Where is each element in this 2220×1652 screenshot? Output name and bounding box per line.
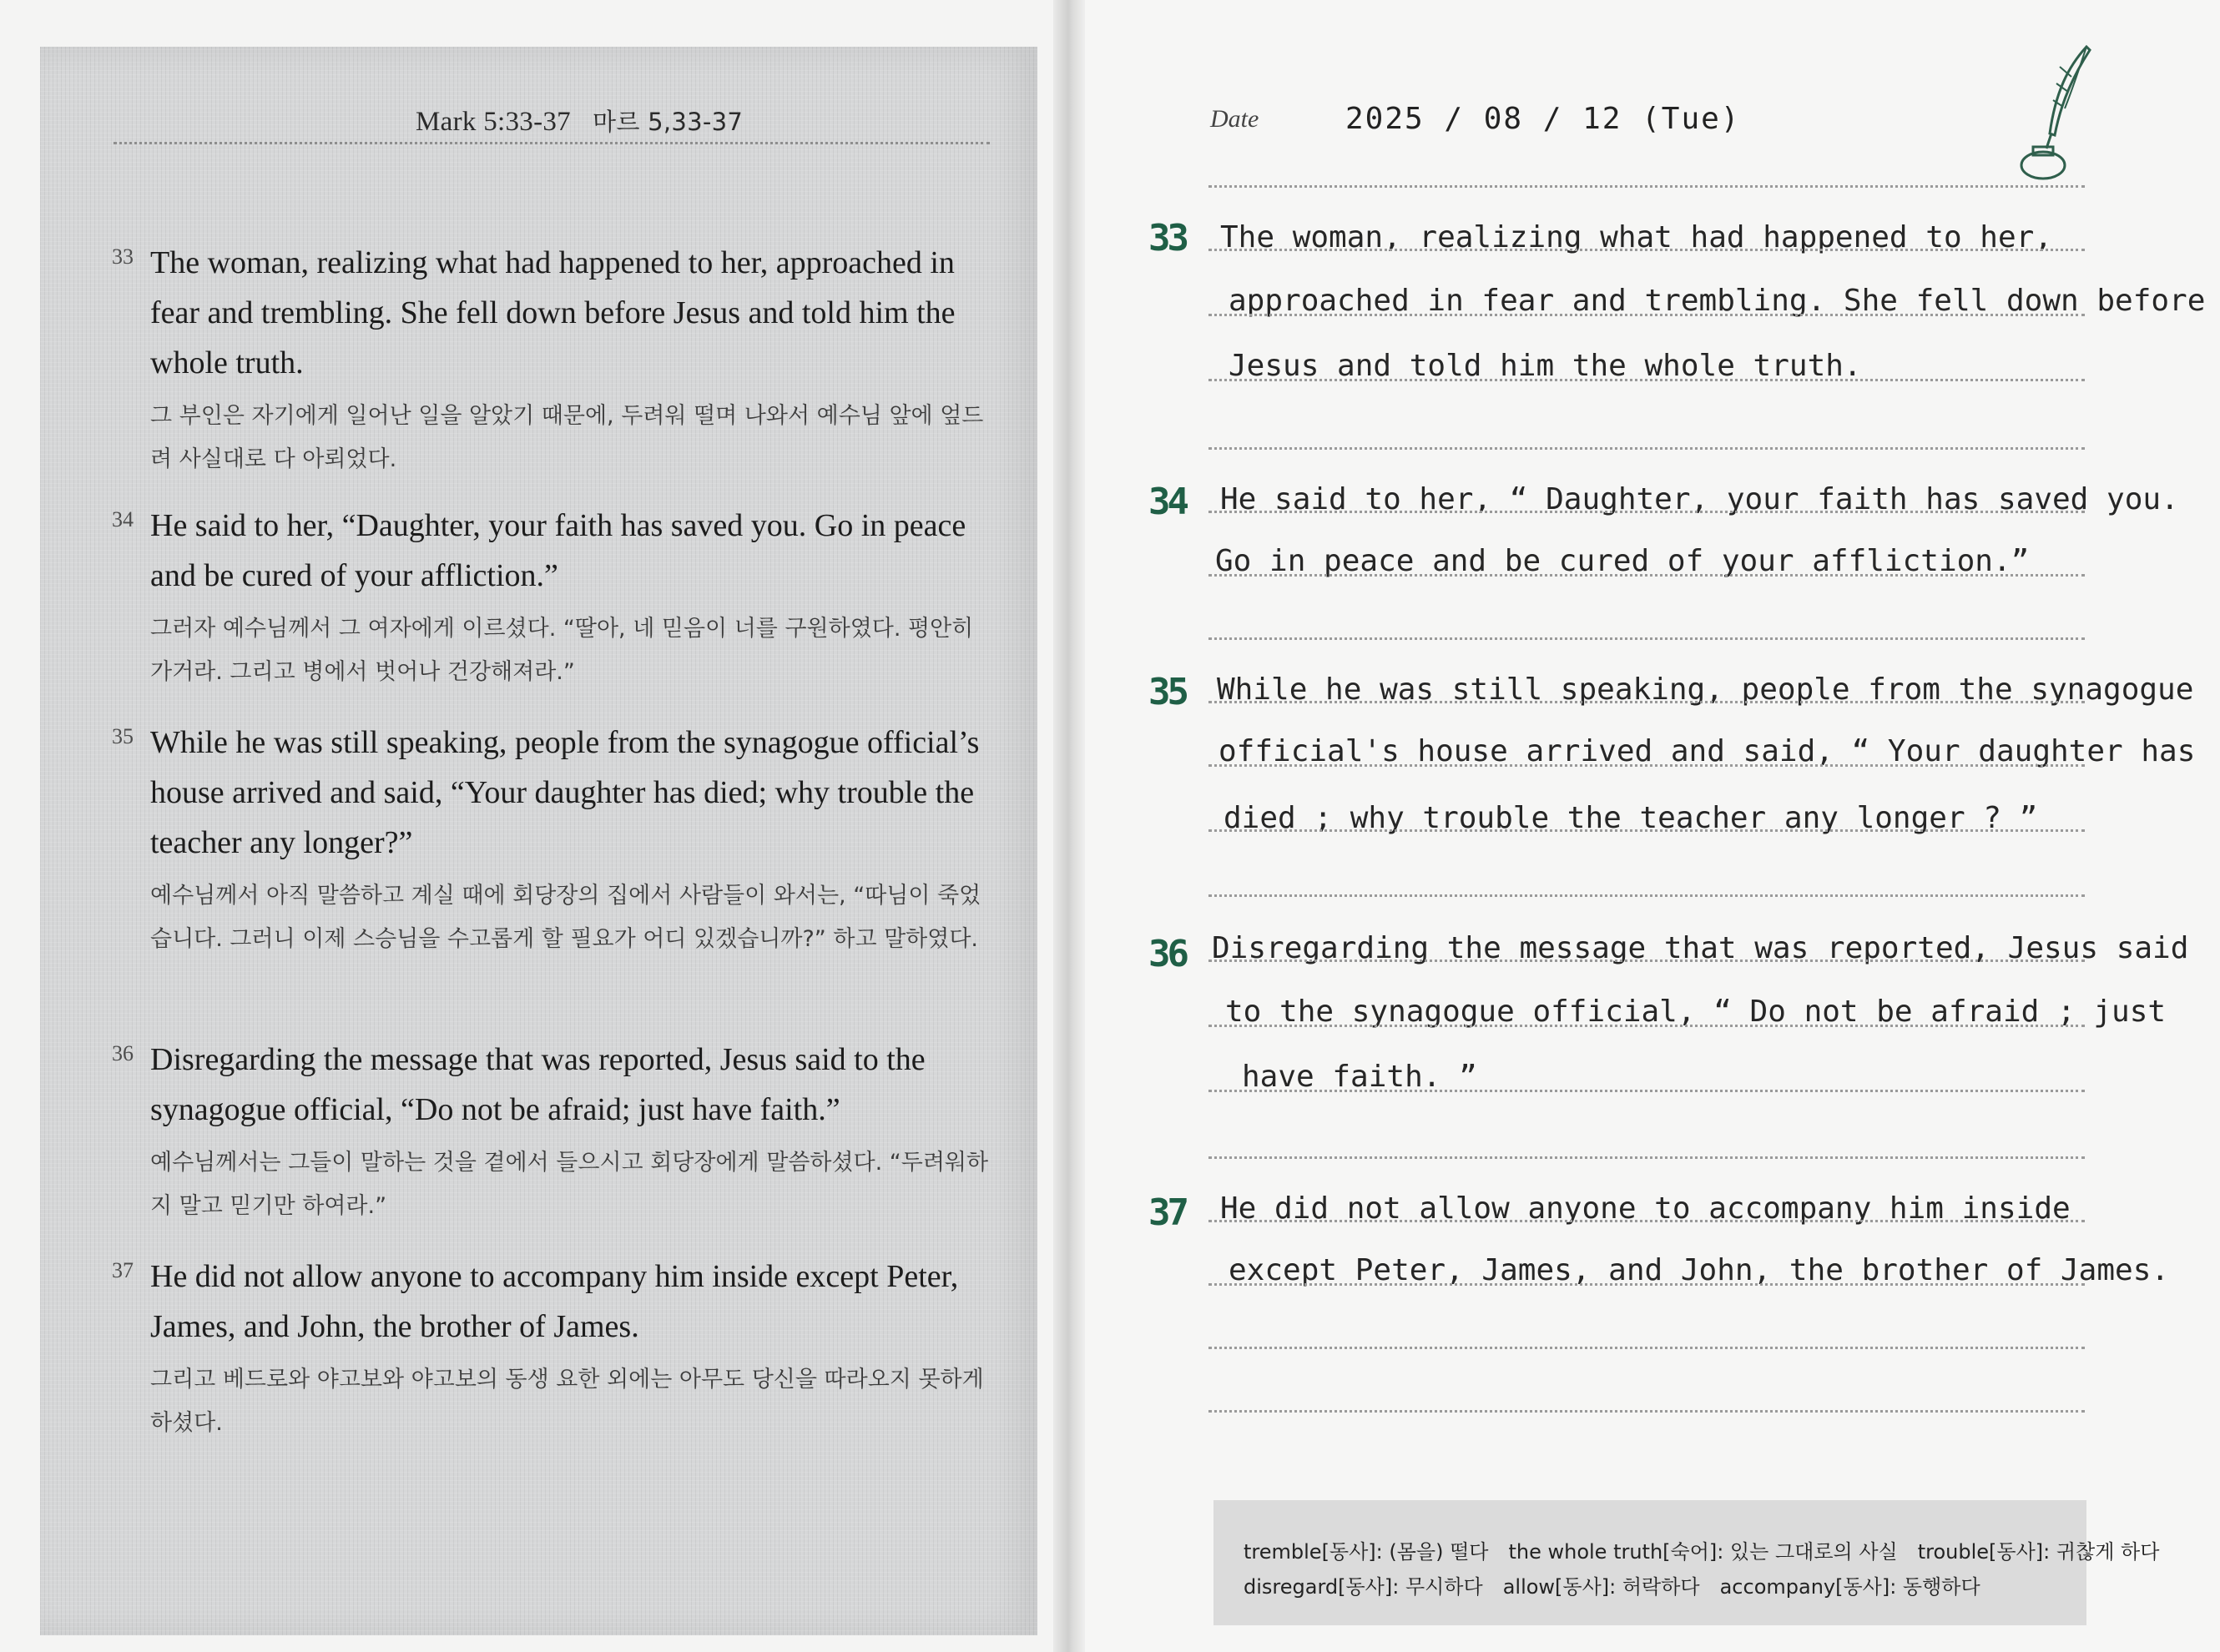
verse-english: Disregarding the message that was reported, Jesus said to the synagogue official, “Do not be afraid; just have faith.” (150, 1042, 926, 1127)
handwritten-line: to the synagogue official, “ Do not be afraid ; just (1225, 995, 2167, 1029)
vocabulary-box (1213, 1500, 2160, 1625)
date-label: Date (1210, 105, 1259, 133)
vocab-item: tremble[동사]: (몸을) 떨다 (1244, 1540, 1489, 1564)
handwritten-verse-number: 34 (1148, 481, 1186, 523)
header-reference-korean: 마르 5,33-37 (593, 108, 744, 136)
writing-rule (1208, 1090, 2085, 1092)
handwritten-line: official's house arrived and said, “ Your daughter has (1218, 734, 2196, 768)
verse-block-35 (83, 718, 993, 961)
quill-ink-icon (2010, 42, 2101, 184)
writing-rule (1208, 829, 2085, 832)
handwritten-line: Jesus and told him the whole truth. (1229, 349, 1862, 383)
handwritten-line: approached in fear and trembling. She fell down before (1229, 284, 2206, 318)
writing-rule (1208, 959, 2085, 962)
handwritten-verse-number: 35 (1148, 671, 1186, 713)
handwritten-line: The woman, realizing what had happened to her, (1220, 220, 2052, 254)
verse-korean: 그리고 베드로와 야고보와 야고보의 동생 요한 외에는 아무도 당신을 따라오지 못하게 하셨다. (150, 1367, 984, 1436)
vocab-item: disregard[동사]: 무시하다 (1244, 1575, 1483, 1599)
handwritten-line: died ; why trouble the teacher any longer ? ” (1224, 801, 2038, 835)
verse-english: While he was still speaking, people from the synagogue official’s house arrived and said, “Your daughter has died; why trouble the teacher any longer?” (150, 725, 980, 860)
verse-block-36 (83, 1035, 993, 1228)
verse-korean: 예수님께서 아직 말씀하고 계실 때에 회당장의 집에서 사람들이 와서는, “따님이 죽었습니다. 그러니 이제 스승님을 수고롭게 할 필요가 어디 있겠습니까?” 하고 말하였다. (150, 883, 981, 952)
handwritten-line: Go in peace and be cured of your affliction.” (1215, 544, 2030, 578)
vocab-item: accompany[동사]: 동행하다 (1719, 1575, 1980, 1599)
writing-rule (1208, 447, 2085, 450)
verse-number: 34 (112, 507, 134, 531)
verse-number: 33 (112, 244, 134, 269)
writing-rule (1208, 1156, 2085, 1159)
vocabulary-row (1244, 1535, 2179, 1564)
writing-rule (1208, 1220, 2085, 1222)
handwritten-line: While he was still speaking, people from the synagogue (1217, 672, 2194, 707)
verse-block-34 (83, 501, 993, 694)
book-gutter (1053, 0, 1087, 1652)
writing-rule (1208, 249, 2085, 251)
vocab-item: the whole truth[숙어]: 있는 그대로의 사실 (1508, 1540, 1898, 1564)
vocab-item: trouble[동사]: 귀찮게 하다 (1917, 1540, 2160, 1564)
verse-english: The woman, realizing what had happened to her, approached in fear and trembling. She fell down before Jesus and told him the whole truth. (150, 245, 956, 380)
writing-rule (1208, 1025, 2085, 1027)
writing-rule (1208, 314, 2085, 316)
header-reference-english: Mark 5:33-37 (416, 107, 571, 137)
verse-block-37 (83, 1252, 993, 1445)
handwritten-verse-number: 33 (1148, 217, 1186, 259)
verse-korean: 그러자 예수님께서 그 여자에게 이르셨다. “딸아, 네 믿음이 너를 구원하였다. 평안히 가거라. 그리고 병에서 벗어나 건강해져라.” (150, 616, 974, 685)
writing-rule (1208, 185, 2085, 188)
vocab-item: allow[동사]: 허락하다 (1502, 1575, 1700, 1599)
verse-number: 37 (112, 1258, 134, 1282)
handwritten-date: 2025 / 08 / 12 (Tue) (1345, 102, 1741, 136)
writing-rule (1208, 701, 2085, 703)
page-header-reference (416, 103, 743, 138)
handwritten-line: He did not allow anyone to accompany him inside (1220, 1191, 2071, 1226)
verse-english: He did not allow anyone to accompany him inside except Peter, James, and John, the brother of James. (150, 1259, 959, 1344)
handwritten-line: Disregarding the message that was reported, Jesus said (1212, 931, 2189, 965)
writing-rule (1208, 574, 2085, 577)
handwritten-line: except Peter, James, and John, the brother of James. (1229, 1253, 2170, 1287)
writing-rule (1208, 1283, 2085, 1286)
header-divider (114, 142, 990, 144)
handwritten-verse-number: 37 (1148, 1191, 1186, 1234)
verse-english: He said to her, “Daughter, your faith has saved you. Go in peace and be cured of your affliction.” (150, 508, 966, 593)
verse-korean: 그 부인은 자기에게 일어난 일을 알았기 때문에, 두려워 떨며 나와서 예수님 앞에 엎드려 사실대로 다 아뢰었다. (150, 403, 984, 472)
verse-block-33 (83, 238, 993, 481)
vocabulary-row (1244, 1570, 2001, 1599)
writing-rule (1208, 511, 2085, 513)
handwritten-line: He said to her, “ Daughter, your faith has saved you. (1220, 482, 2179, 516)
writing-rule (1208, 637, 2085, 640)
verse-number: 35 (112, 724, 134, 748)
verse-number: 36 (112, 1041, 134, 1065)
writing-rule (1208, 379, 2085, 381)
writing-rule (1208, 764, 2085, 767)
handwritten-verse-number: 36 (1148, 933, 1186, 975)
writing-rule (1208, 894, 2085, 897)
handwritten-line: have faith. ” (1242, 1060, 1477, 1094)
writing-rule (1208, 1410, 2085, 1413)
writing-rule (1208, 1347, 2085, 1349)
verse-korean: 예수님께서는 그들이 말하는 것을 곁에서 들으시고 회당장에게 말씀하셨다. “두려워하지 말고 믿기만 하여라.” (150, 1150, 989, 1219)
